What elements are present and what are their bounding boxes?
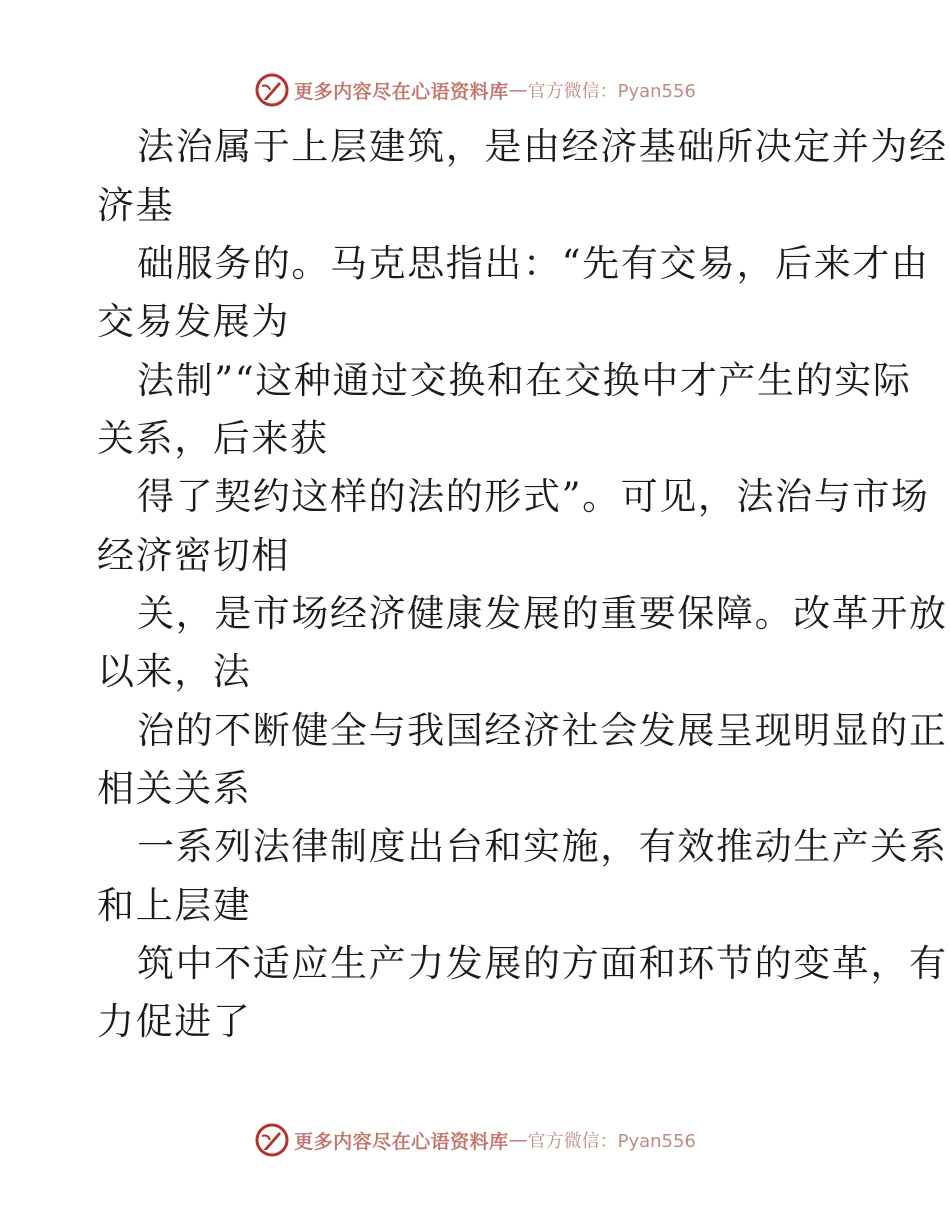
banner-dash: — bbox=[508, 1129, 528, 1151]
banner-contact: 官方微信：Pyan556 bbox=[527, 81, 696, 102]
text-line: 关系，后来获 bbox=[97, 417, 329, 460]
text-line: 关，是市场经济健康发展的重要保障。改革开放 bbox=[137, 592, 948, 635]
pen-logo-icon bbox=[254, 1122, 290, 1158]
text-line: 治的不断健全与我国经济社会发展呈现明显的正 bbox=[137, 709, 948, 752]
text-line: 一系列法律制度出台和实施，有效推动生产关系 bbox=[137, 825, 948, 868]
banner-main-text: 更多内容尽在心语资料库 bbox=[294, 80, 509, 103]
text-line: 法制”“这种通过交换和在交换中才产生的实际 bbox=[137, 359, 912, 402]
text-line: 相关关系 bbox=[97, 767, 252, 810]
pen-logo-icon bbox=[254, 72, 290, 108]
text-line: 筑中不适应生产力发展的方面和环节的变革，有 bbox=[137, 942, 948, 985]
text-line: 经济密切相 bbox=[97, 534, 290, 577]
text-line: 力促进了 bbox=[97, 1000, 252, 1043]
text-line: 法治属于上层建筑，是由经济基础所决定并为经 bbox=[137, 125, 948, 168]
footer-watermark-banner bbox=[0, 1120, 950, 1160]
text-line: 以来，法 bbox=[97, 650, 252, 693]
text-line: 交易发展为 bbox=[97, 300, 290, 343]
text-line: 础服务的。马克思指出：“先有交易，后来才由 bbox=[137, 242, 930, 285]
banner-dash: — bbox=[508, 79, 528, 101]
text-line: 和上层建 bbox=[97, 884, 252, 927]
header-watermark-banner bbox=[0, 70, 950, 110]
banner-main-text: 更多内容尽在心语资料库 bbox=[294, 1130, 509, 1153]
text-line: 济基 bbox=[97, 184, 175, 227]
banner-contact: 官方微信：Pyan556 bbox=[527, 1131, 696, 1152]
text-line: 得了契约这样的法的形式”。可见，法治与市场 bbox=[137, 475, 930, 518]
